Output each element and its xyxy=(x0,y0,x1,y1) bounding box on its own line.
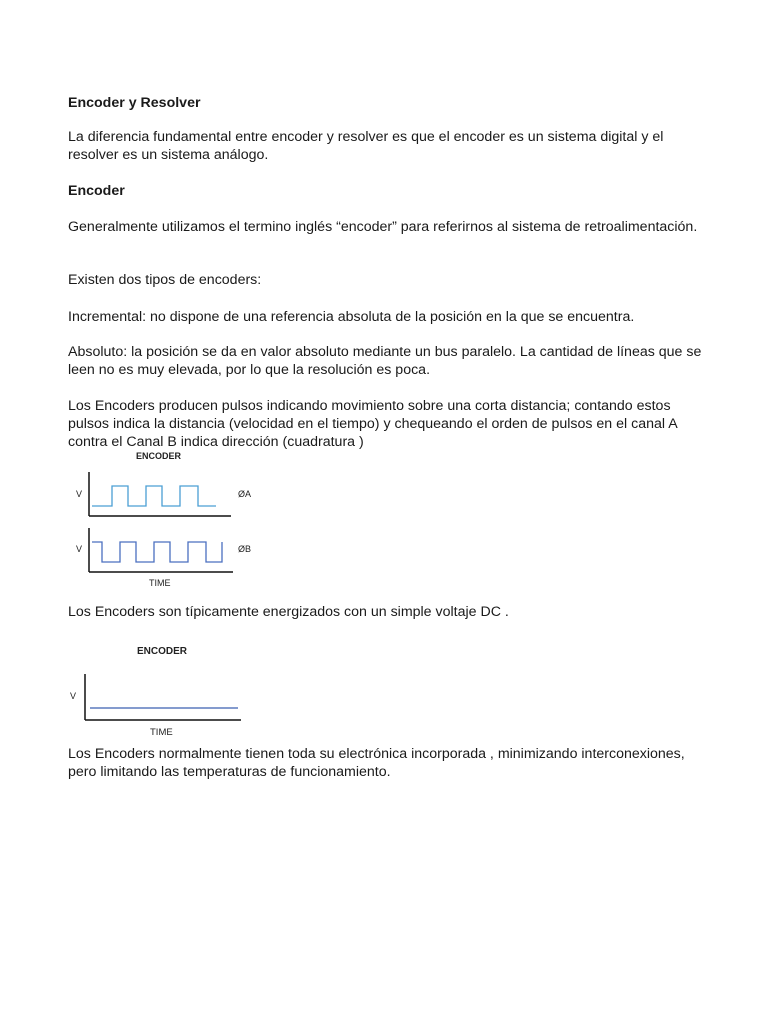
paragraph-dc-voltage: Los Encoders son típicamente energizados con un simple voltaje DC . xyxy=(68,604,509,620)
figure1-y-label-a: V xyxy=(76,489,83,499)
paragraph-feedback: Generalmente utilizamos el termino inglés “encoder” para referirnos al sistema de retroalimentación. xyxy=(68,219,698,235)
section-heading-encoder: Encoder xyxy=(68,183,125,199)
paragraph-absolute: Absoluto: la posición se da en valor absoluto mediante un bus paralelo. La cantidad de líneas que se leen no es muy elevada, por lo que la resolución es poca. xyxy=(68,344,702,378)
paragraph-pulses: Los Encoders producen pulsos indicando movimiento sobre una corta distancia; contando estos pulsos indica la distancia (velocidad en el tiempo) y chequeando el orden de pulsos en el canal A contra el Canal B indica dirección (cuadratura ) xyxy=(68,398,677,450)
document-title: Encoder y Resolver xyxy=(68,95,201,111)
figure1-y-label-b: V xyxy=(76,544,83,554)
figure1-channel-b-label: ØB xyxy=(238,544,252,554)
figure2-y-label: V xyxy=(70,691,77,701)
paragraph-incremental: Incremental: no dispone de una referencia absoluta de la posición en la que se encuentra. xyxy=(68,309,635,325)
figure1-x-label: TIME xyxy=(149,578,171,588)
channel-b-waveform xyxy=(92,542,222,562)
figure1-title: ENCODER xyxy=(136,451,182,461)
intro-paragraph: La diferencia fundamental entre encoder y resolver es que el encoder es un sistema digital y el resolver es un sistema análogo. xyxy=(68,129,664,163)
paragraph-electronics: Los Encoders normalmente tienen toda su electrónica incorporada , minimizando interconexiones, pero limitando las temperaturas de funcionamiento. xyxy=(68,746,685,780)
paragraph-types: Existen dos tipos de encoders: xyxy=(68,272,262,288)
figure2-x-label: TIME xyxy=(150,727,173,738)
figure2-title: ENCODER xyxy=(137,646,188,657)
encoder-dc-figure xyxy=(64,640,254,740)
encoder-quadrature-figure xyxy=(66,446,266,592)
channel-a-waveform xyxy=(92,486,216,506)
figure1-channel-a-label: ØA xyxy=(238,489,252,499)
